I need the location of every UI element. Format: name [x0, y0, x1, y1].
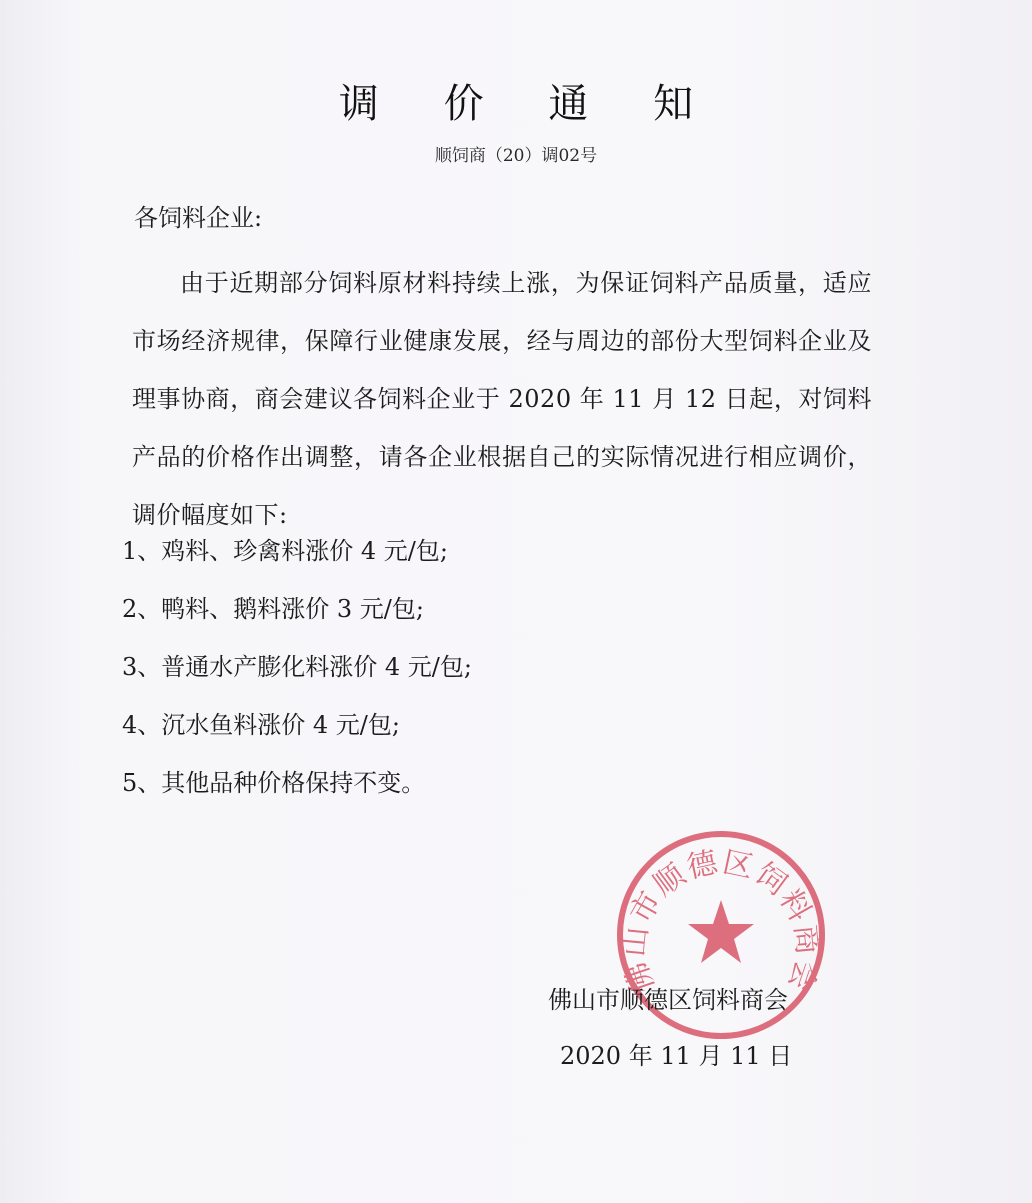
seal-text: 佛山市顺德区饲料商会 [616, 844, 826, 998]
list-item: 2、鸭料、鹅料涨价 3 元/包; [122, 595, 424, 623]
star-icon [688, 900, 754, 963]
salutation: 各饲料企业: [134, 204, 263, 232]
list-item: 3、普通水产膨化料涨价 4 元/包; [122, 653, 472, 681]
list-item: 5、其他品种价格保持不变。 [122, 769, 426, 797]
document-title: 调 价 通 知 [338, 81, 720, 127]
document-number: 顺饲商（20）调02号 [434, 146, 598, 166]
signing-date: 2020 年 11 月 11 日 [560, 1042, 793, 1070]
list-item: 1、鸡料、珍禽料涨价 4 元/包; [122, 537, 448, 565]
price-adjustment-list [122, 528, 472, 818]
body-paragraph: 由于近期部分饲料原材料持续上涨，为保证饲料产品质量，适应市场经济规律，保障行业健康发展，经与周边的部份大型饲料企业及理事协商，商会建议各饲料企业于 2020 年 11 月 12 日起，对饲料产品的价格作出调整，请各企业根据自己的实际情况进行相应调价，调价幅度如下: [132, 269, 872, 529]
list-item: 4、沉水鱼料涨价 4 元/包; [122, 711, 400, 739]
signer-name: 佛山市顺德区饲料商会 [548, 986, 788, 1014]
